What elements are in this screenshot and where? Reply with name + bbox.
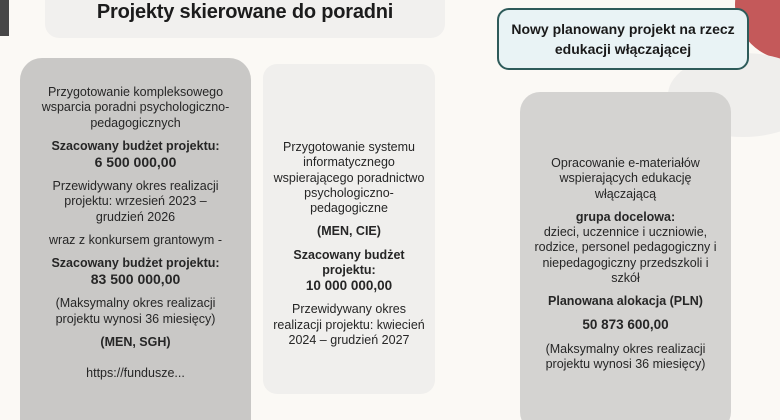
- target-group-label: grupa docelowa:: [575, 209, 676, 224]
- target-group-text: dzieci, uczennice i uczniowie, rodzice, personel pedagogiczny i niepedagogiczny przedszkoli i szkół: [534, 225, 717, 285]
- budget-value-2: 83 500 000,00: [90, 271, 181, 288]
- grant-competition-note: wraz z konkursem grantowym -: [49, 232, 222, 247]
- project-period: Przewidywany okres realizacji projektu: wrzesień 2023 – grudzień 2026: [52, 179, 219, 224]
- allocation-value: 50 873 600,00: [582, 317, 669, 333]
- project-card-system-informatyczny: [263, 64, 435, 394]
- project-title: Przygotowanie systemu informatycznego wspierającego poradnictwo psychologiczno-pedagogiczne: [273, 140, 425, 215]
- new-project-callout: [497, 8, 749, 70]
- institutions: (MEN, SGH): [100, 334, 171, 349]
- project-title: Przygotowanie kompleksowego wsparcia poradni psychologiczno-pedagogicznych: [41, 85, 230, 130]
- budget-label: Szacowany budżet projektu:: [51, 138, 220, 153]
- left-edge-strip: [0, 0, 9, 36]
- max-period-note: (Maksymalny okres realizacji projektu wynosi 36 miesięcy): [545, 341, 706, 371]
- project-period: Przewidywany okres realizacji projektu: kwiecień 2024 – grudzień 2027: [273, 302, 425, 347]
- page-title: Projekty skierowane do poradni: [96, 1, 394, 23]
- callout-text: Nowy planowany projekt na rzecz edukacji włączającej: [511, 20, 735, 57]
- max-period-note: (Maksymalny okres realizacji projektu wynosi 36 miesięcy): [55, 296, 216, 326]
- project-link[interactable]: https://fundusze...: [86, 366, 185, 381]
- project-card-wsparcie-poradni: [20, 58, 251, 420]
- allocation-label: Planowana alokacja (PLN): [548, 294, 703, 308]
- budget-label: Szacowany budżet projektu:: [293, 247, 405, 277]
- section-header: [45, 0, 445, 38]
- institutions: (MEN, CIE): [317, 224, 381, 239]
- budget-value: 6 500 000,00: [94, 154, 177, 170]
- project-card-ematerialy: [520, 92, 731, 420]
- budget-value: 10 000 000,00: [305, 278, 393, 293]
- budget-label-2: Szacowany budżet projektu:: [51, 256, 220, 271]
- project-title: Opracowanie e-materiałów wspierających edukację włączającą: [551, 156, 700, 201]
